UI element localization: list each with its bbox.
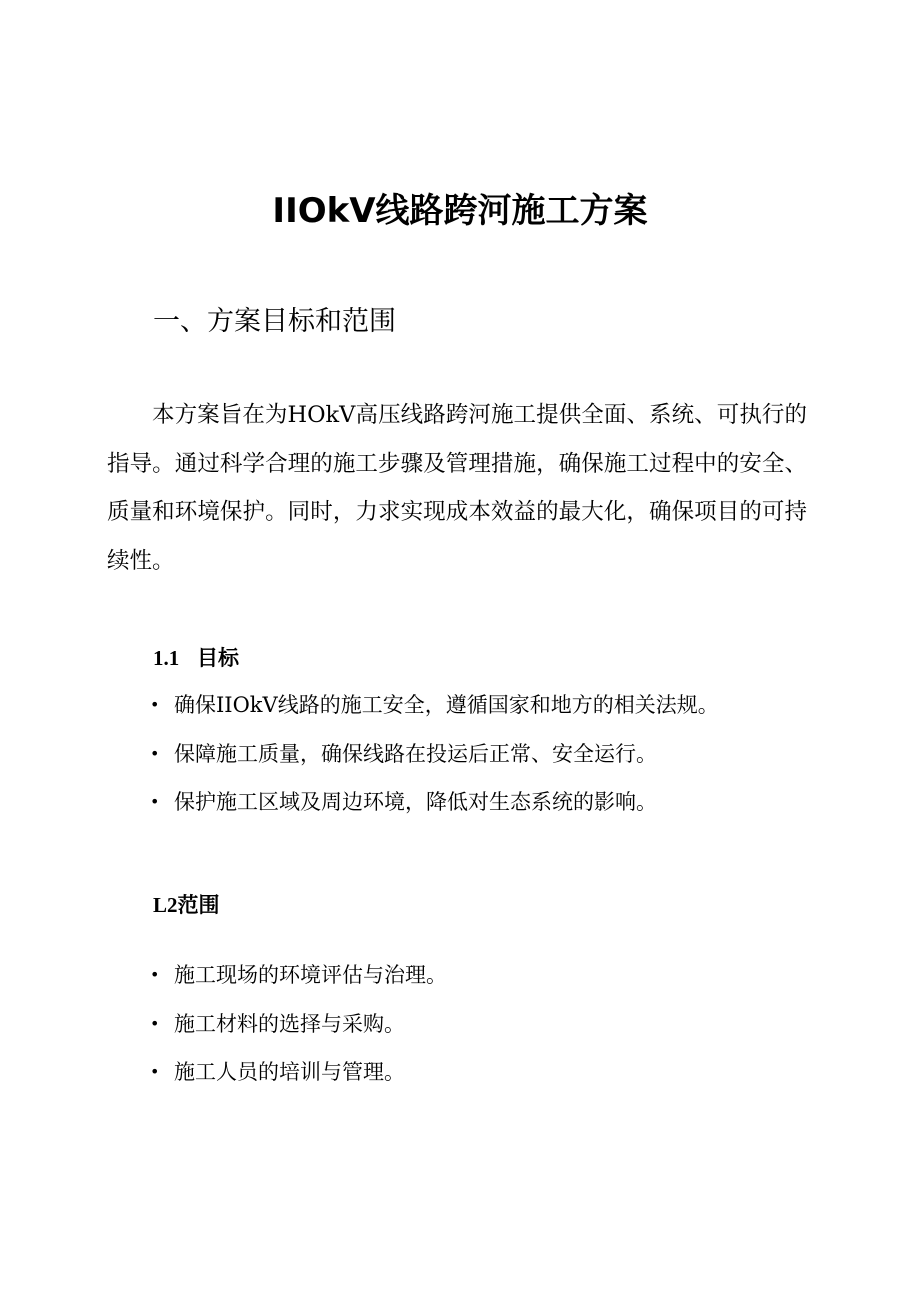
- bullet-icon: •: [150, 695, 160, 714]
- goals-list: [150, 681, 719, 827]
- goals-heading: [153, 642, 239, 674]
- intro-paragraph: 本方案旨在为HOkV高压线路跨河施工提供全面、系统、可执行的指导。通过科学合理的施工步骤及管理措施，确保施工过程中的安全、质量和环境保护。同时，力求实现成本效益的最大化，确保项目的可持续性。: [107, 402, 807, 574]
- list-item-text: 保障施工质量，确保线路在投运后正常、安全运行。: [174, 741, 657, 766]
- scope-list: [150, 951, 447, 1097]
- bullet-icon: •: [150, 792, 160, 811]
- bullet-icon: •: [150, 743, 160, 763]
- list-item: [150, 1048, 447, 1097]
- list-item: [150, 1000, 447, 1049]
- list-item: [150, 951, 447, 1000]
- list-item: [150, 730, 719, 779]
- list-item: [150, 681, 719, 730]
- list-item: [150, 778, 719, 827]
- bullet-icon: •: [150, 1013, 160, 1033]
- goals-heading-label: 目标: [197, 646, 239, 670]
- goals-heading-number: 1.1: [153, 646, 180, 670]
- document-title: IIOkV线路跨河施工方案: [272, 191, 648, 231]
- scope-heading: L2范围: [153, 893, 220, 917]
- section-heading: 一、方案目标和范围: [153, 306, 396, 337]
- list-item-text: 施工材料的选择与采购。: [174, 1011, 405, 1036]
- list-item-text: 保护施工区域及周边环境，降低对生态系统的影响。: [174, 790, 657, 814]
- list-item-text: 施工人员的培训与管理。: [174, 1060, 405, 1084]
- bullet-icon: •: [150, 1062, 160, 1081]
- bullet-icon: •: [150, 965, 160, 984]
- list-item-text: 确保IIOkV线路的施工安全，遵循国家和地方的相关法规。: [174, 693, 719, 717]
- list-item-text: 施工现场的环境评估与治理。: [174, 963, 447, 987]
